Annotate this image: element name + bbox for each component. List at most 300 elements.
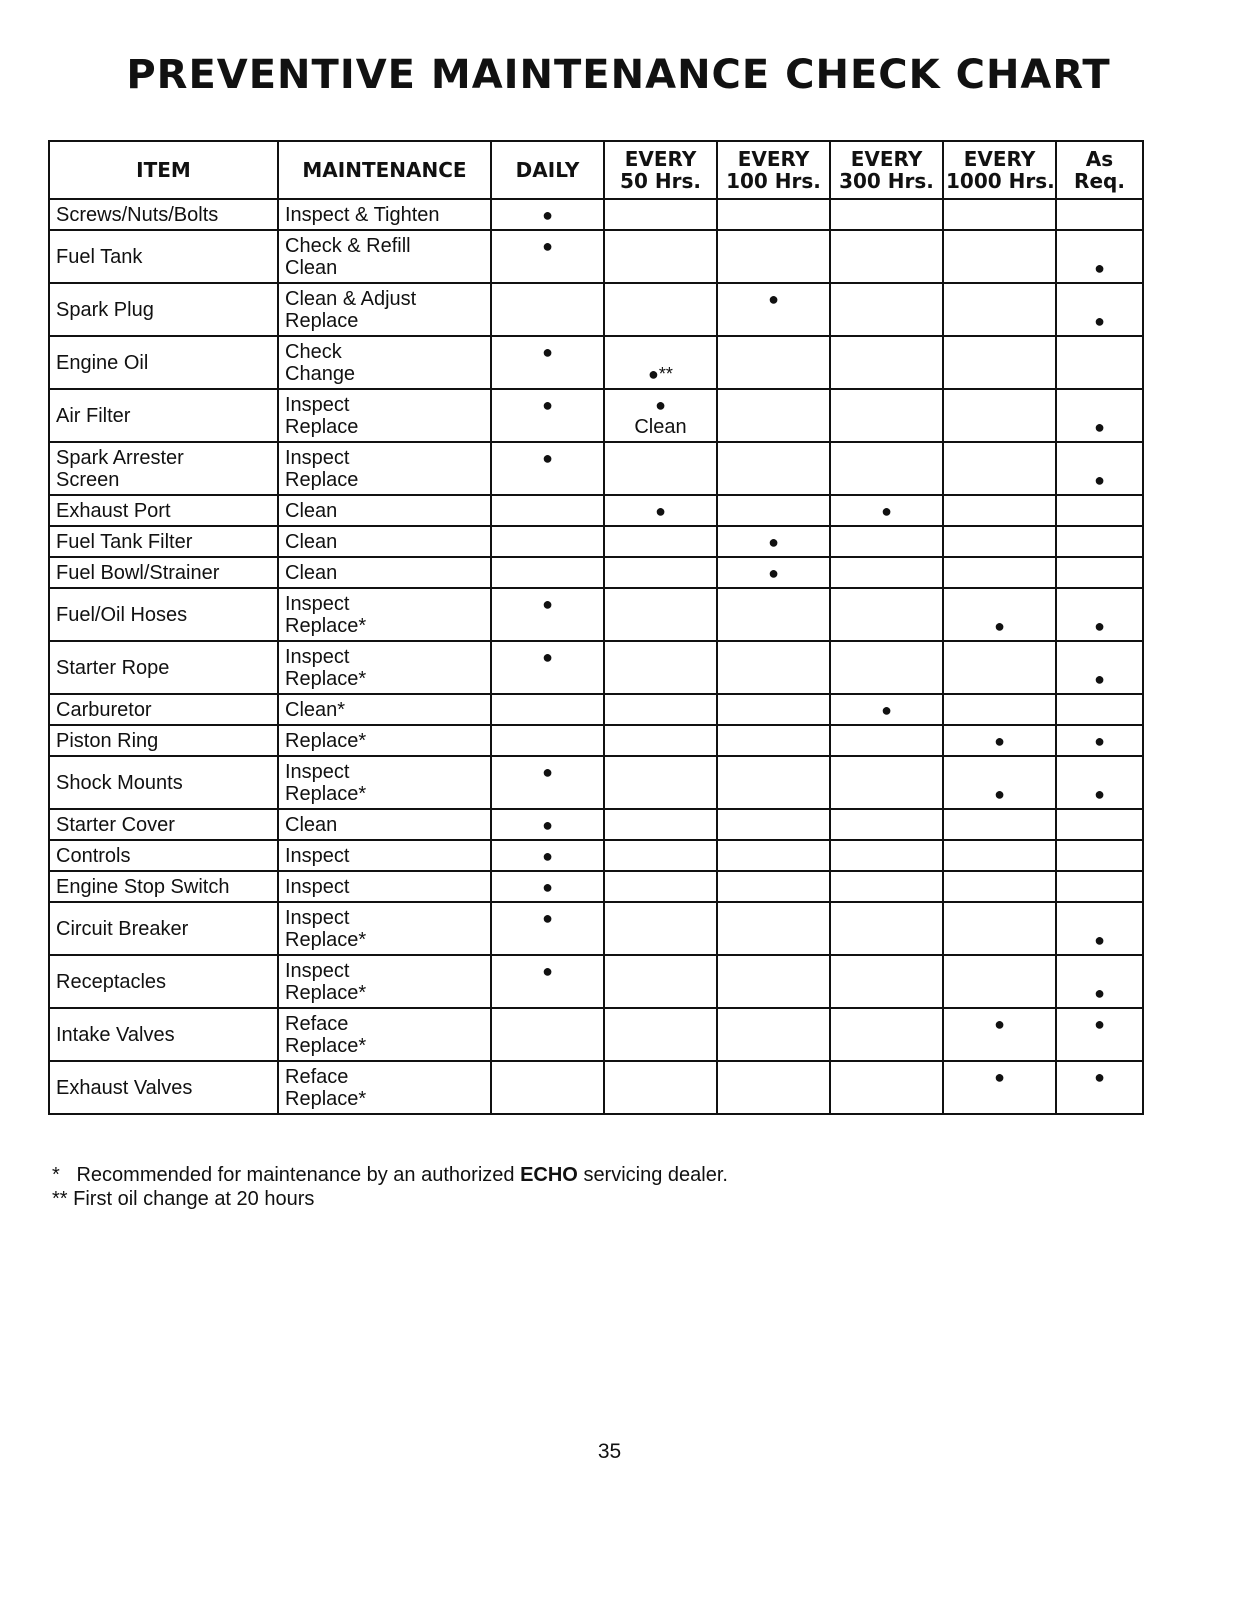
empty-slot [724,204,823,226]
maintenance-cell: Inspect Replace* [278,641,491,694]
empty-slot [950,341,1049,363]
empty-slot [837,204,936,226]
empty-slot [837,341,936,363]
interval-cell-h50 [604,389,717,442]
empty-slot [950,699,1049,721]
empty-slot [611,593,710,615]
table-row [49,955,1143,1008]
empty-slot [724,929,823,951]
empty-slot [837,646,936,668]
empty-slot [950,814,1049,836]
item-cell: Exhaust Port [49,495,278,526]
interval-cell-h50 [604,495,717,526]
interval-cell-daily [491,230,604,283]
page-number: 35 [597,1440,622,1463]
empty-slot [724,907,823,929]
empty-slot [950,447,1049,469]
interval-cell-daily [491,871,604,902]
item-cell: Starter Rope [49,641,278,694]
interval-cell-daily [491,588,604,641]
interval-cell-h300 [830,955,943,1008]
maintenance-marker: ● [1094,257,1105,278]
interval-cell-h1000 [943,526,1056,557]
empty-slot [611,447,710,469]
interval-cell-h100 [717,442,830,495]
maintenance-cell: Inspect Replace* [278,955,491,1008]
interval-cell-h50 [604,557,717,588]
interval-cell-daily [491,442,604,495]
maintenance-cell: Clean [278,526,491,557]
maintenance-marker: ● [542,394,553,415]
maintenance-marker: ● [1094,469,1105,490]
empty-slot [837,394,936,416]
empty-slot [611,845,710,867]
maintenance-marker: ● [1094,310,1105,331]
empty-slot [498,699,597,721]
interval-cell-daily [491,389,604,442]
maintenance-marker: ● [768,531,779,552]
maintenance-cell: Clean [278,557,491,588]
maintenance-marker: ● [542,845,553,866]
empty-slot [837,531,936,553]
item-cell: Fuel Bowl/Strainer [49,557,278,588]
maintenance-marker: ● [542,814,553,835]
empty-slot [950,668,1049,690]
maintenance-cell: Clean & Adjust Replace [278,283,491,336]
interval-cell-h100 [717,588,830,641]
table-row [49,442,1143,495]
maintenance-cell: Inspect [278,871,491,902]
maintenance-marker: ● [1094,929,1105,950]
interval-cell-h1000 [943,588,1056,641]
interval-cell-h50 [604,725,717,756]
interval-cell-daily [491,526,604,557]
interval-cell-asreq [1056,283,1143,336]
empty-slot [1063,235,1136,257]
table-row [49,336,1143,389]
empty-slot [837,615,936,637]
empty-slot [950,500,1049,522]
empty-slot [611,761,710,783]
empty-slot [724,699,823,721]
col-header-300-hrs: EVERY 300 Hrs. [830,141,943,199]
maintenance-cell: Clean* [278,694,491,725]
interval-cell-h300 [830,1061,943,1114]
maintenance-marker: ● [1094,668,1105,689]
empty-slot [1063,593,1136,615]
table-row [49,902,1143,955]
empty-slot [950,416,1049,438]
maintenance-marker: ●** [648,363,673,384]
interval-cell-daily [491,557,604,588]
interval-cell-h100 [717,871,830,902]
item-cell: Spark Plug [49,283,278,336]
item-cell: Air Filter [49,389,278,442]
item-cell: Intake Valves [49,1008,278,1061]
interval-cell-h100 [717,840,830,871]
empty-slot [950,204,1049,226]
maintenance-marker: ● [542,204,553,225]
maintenance-marker: ● [994,730,1005,751]
maintenance-marker: ● [655,394,666,415]
empty-slot [837,257,936,279]
item-cell: Screws/Nuts/Bolts [49,199,278,230]
empty-slot [498,1066,597,1088]
interval-cell-daily [491,1061,604,1114]
interval-cell-asreq [1056,230,1143,283]
interval-cell-asreq [1056,871,1143,902]
interval-cell-h50 [604,336,717,389]
empty-slot [837,288,936,310]
interval-cell-h50 [604,955,717,1008]
empty-slot [498,1013,597,1035]
maintenance-marker: ● [1094,416,1105,437]
table-row [49,557,1143,588]
table-row [49,725,1143,756]
col-header-100-hrs: EVERY 100 Hrs. [717,141,830,199]
interval-cell-daily [491,840,604,871]
empty-slot [1063,447,1136,469]
empty-slot [1063,363,1136,385]
maintenance-cell: Inspect Replace [278,389,491,442]
interval-cell-asreq [1056,694,1143,725]
empty-slot [837,1088,936,1110]
empty-slot [498,500,597,522]
empty-slot [1063,845,1136,867]
maintenance-cell: Check Change [278,336,491,389]
empty-slot [611,235,710,257]
col-header-50-hrs: EVERY 50 Hrs. [604,141,717,199]
interval-cell-daily [491,336,604,389]
item-cell: Fuel/Oil Hoses [49,588,278,641]
table-row [49,389,1143,442]
interval-cell-h100 [717,230,830,283]
empty-slot [1063,531,1136,553]
interval-cell-h300 [830,588,943,641]
empty-slot [611,341,710,363]
interval-cell-h50 [604,840,717,871]
interval-cell-h50 [604,641,717,694]
empty-slot [837,876,936,898]
empty-slot [724,363,823,385]
interval-cell-h1000 [943,641,1056,694]
interval-cell-h50 [604,694,717,725]
interval-cell-h50 [604,199,717,230]
empty-slot [498,562,597,584]
empty-slot [950,761,1049,783]
maintenance-cell: Inspect [278,840,491,871]
empty-slot [498,1035,597,1057]
interval-cell-h1000 [943,442,1056,495]
table-row [49,283,1143,336]
empty-slot [498,363,597,385]
interval-cell-h1000 [943,1061,1056,1114]
interval-cell-asreq [1056,902,1143,955]
interval-cell-h300 [830,526,943,557]
empty-slot [611,469,710,491]
maintenance-marker: ● [994,615,1005,636]
interval-cell-h50 [604,1061,717,1114]
empty-slot [498,416,597,438]
empty-slot [724,960,823,982]
empty-slot [837,416,936,438]
maintenance-marker: ● [542,447,553,468]
table-row [49,588,1143,641]
empty-slot [950,982,1049,1004]
interval-cell-h300 [830,641,943,694]
table-row [49,230,1143,283]
table-row [49,756,1143,809]
interval-cell-h300 [830,442,943,495]
empty-slot [498,310,597,332]
interval-cell-h300 [830,199,943,230]
table-row [49,495,1143,526]
maintenance-marker: ● [768,562,779,583]
interval-cell-h50 [604,756,717,809]
maintenance-marker: ● [542,907,553,928]
table-row [49,871,1143,902]
interval-cell-h300 [830,902,943,955]
interval-cell-h100 [717,1008,830,1061]
table-row [49,526,1143,557]
empty-slot [724,416,823,438]
interval-cell-h100 [717,526,830,557]
interval-cell-h300 [830,871,943,902]
interval-cell-h50 [604,902,717,955]
empty-slot [1063,500,1136,522]
empty-slot [950,646,1049,668]
empty-slot [498,730,597,752]
interval-cell-h100 [717,557,830,588]
maintenance-marker: ● [994,783,1005,804]
empty-slot [498,531,597,553]
chart-body [49,199,1143,1114]
interval-cell-h100 [717,199,830,230]
interval-cell-h300 [830,694,943,725]
header-row [49,141,1143,199]
empty-slot [837,1013,936,1035]
interval-cell-h300 [830,756,943,809]
empty-slot [498,982,597,1004]
interval-cell-h1000 [943,495,1056,526]
col-header-daily: DAILY [491,141,604,199]
empty-slot [1063,907,1136,929]
col-header-as-req: As Req. [1056,141,1143,199]
interval-cell-h100 [717,641,830,694]
interval-cell-h1000 [943,725,1056,756]
col-header-maintenance: MAINTENANCE [278,141,491,199]
empty-slot [1063,562,1136,584]
interval-cell-asreq [1056,557,1143,588]
interval-cell-asreq [1056,840,1143,871]
empty-slot [837,730,936,752]
empty-slot [611,982,710,1004]
interval-cell-daily [491,955,604,1008]
empty-slot [950,1035,1049,1057]
maintenance-marker: ● [1094,615,1105,636]
maintenance-marker: ● [542,341,553,362]
maintenance-marker: ● [994,1013,1005,1034]
empty-slot [498,668,597,690]
empty-slot [611,204,710,226]
footnote-authorized-dealer: * Recommended for maintenance by an authorized ECHO servicing dealer. [52,1164,728,1186]
interval-cell-h300 [830,840,943,871]
interval-cell-asreq [1056,809,1143,840]
empty-slot [724,310,823,332]
empty-slot [498,288,597,310]
empty-slot [724,876,823,898]
empty-slot [611,814,710,836]
empty-slot [1063,1088,1136,1110]
page-title: PREVENTIVE MAINTENANCE CHECK CHART [126,52,1111,98]
empty-slot [724,1088,823,1110]
maintenance-marker: ● [768,288,779,309]
footnotes [52,1163,728,1211]
empty-slot [611,730,710,752]
empty-slot [950,531,1049,553]
maintenance-marker: ● [542,761,553,782]
empty-slot [611,257,710,279]
maintenance-marker: ● [881,500,892,521]
interval-cell-h300 [830,495,943,526]
empty-slot [611,1013,710,1035]
empty-slot [950,1088,1049,1110]
empty-slot [498,257,597,279]
empty-slot [724,668,823,690]
empty-slot [1063,960,1136,982]
empty-slot [837,761,936,783]
empty-slot [498,1088,597,1110]
empty-slot [724,814,823,836]
maintenance-marker: ● [542,593,553,614]
interval-cell-h1000 [943,336,1056,389]
interval-cell-h50 [604,588,717,641]
maintenance-cell: Clean [278,495,491,526]
interval-cell-h100 [717,1061,830,1114]
empty-slot [611,1088,710,1110]
empty-slot [837,845,936,867]
interval-cell-daily [491,809,604,840]
maintenance-marker: ● [542,235,553,256]
empty-slot [724,341,823,363]
empty-slot [724,447,823,469]
item-cell: Fuel Tank [49,230,278,283]
interval-cell-h300 [830,725,943,756]
empty-slot [837,907,936,929]
interval-cell-h100 [717,809,830,840]
empty-slot [1063,876,1136,898]
interval-cell-daily [491,641,604,694]
item-cell: Starter Cover [49,809,278,840]
empty-slot [1063,288,1136,310]
maintenance-cell: Replace* [278,725,491,756]
interval-cell-h1000 [943,283,1056,336]
interval-cell-asreq [1056,526,1143,557]
empty-slot [950,960,1049,982]
interval-cell-asreq [1056,641,1143,694]
empty-slot [724,761,823,783]
empty-slot [611,1035,710,1057]
empty-slot [837,469,936,491]
empty-slot [611,668,710,690]
empty-slot [950,929,1049,951]
interval-cell-h50 [604,442,717,495]
maintenance-cell: Inspect Replace* [278,756,491,809]
table-row [49,641,1143,694]
interval-cell-h50 [604,1008,717,1061]
empty-slot [611,615,710,637]
interval-cell-h100 [717,756,830,809]
item-cell: Carburetor [49,694,278,725]
empty-slot [837,1066,936,1088]
empty-slot [1063,761,1136,783]
interval-cell-asreq [1056,1008,1143,1061]
item-cell: Receptacles [49,955,278,1008]
interval-cell-daily [491,902,604,955]
item-cell: Controls [49,840,278,871]
empty-slot [837,363,936,385]
table-row [49,199,1143,230]
empty-slot [611,783,710,805]
interval-cell-h1000 [943,230,1056,283]
empty-slot [837,960,936,982]
interval-cell-h1000 [943,902,1056,955]
maintenance-cell: Inspect & Tighten [278,199,491,230]
maintenance-cell: Reface Replace* [278,1061,491,1114]
maintenance-chart-table [48,140,1144,1115]
empty-slot [611,288,710,310]
maintenance-marker: ● [542,646,553,667]
maintenance-marker: ● [881,699,892,720]
interval-cell-asreq [1056,495,1143,526]
empty-slot [724,469,823,491]
interval-cell-h300 [830,389,943,442]
interval-cell-h300 [830,336,943,389]
maintenance-marker: ● [542,960,553,981]
item-cell: Fuel Tank Filter [49,526,278,557]
interval-cell-daily [491,725,604,756]
interval-cell-asreq [1056,725,1143,756]
echo-brand: ECHO [520,1164,578,1186]
maintenance-marker: ● [1094,730,1105,751]
empty-slot [837,562,936,584]
empty-slot [724,845,823,867]
maintenance-marker: ● [1094,783,1105,804]
interval-cell-asreq [1056,336,1143,389]
empty-slot [1063,341,1136,363]
maintenance-marker: ● [542,876,553,897]
interval-cell-h100 [717,694,830,725]
empty-slot [724,783,823,805]
empty-slot [837,1035,936,1057]
table-row [49,694,1143,725]
interval-cell-h100 [717,725,830,756]
maintenance-cell: Clean [278,809,491,840]
interval-cell-h1000 [943,840,1056,871]
empty-slot [1063,204,1136,226]
empty-slot [1063,814,1136,836]
empty-slot [498,783,597,805]
empty-slot [950,235,1049,257]
empty-slot [837,668,936,690]
item-cell: Engine Oil [49,336,278,389]
empty-slot [611,1066,710,1088]
interval-cell-h300 [830,230,943,283]
interval-cell-asreq [1056,389,1143,442]
empty-slot [837,593,936,615]
empty-slot [611,929,710,951]
empty-slot [950,394,1049,416]
